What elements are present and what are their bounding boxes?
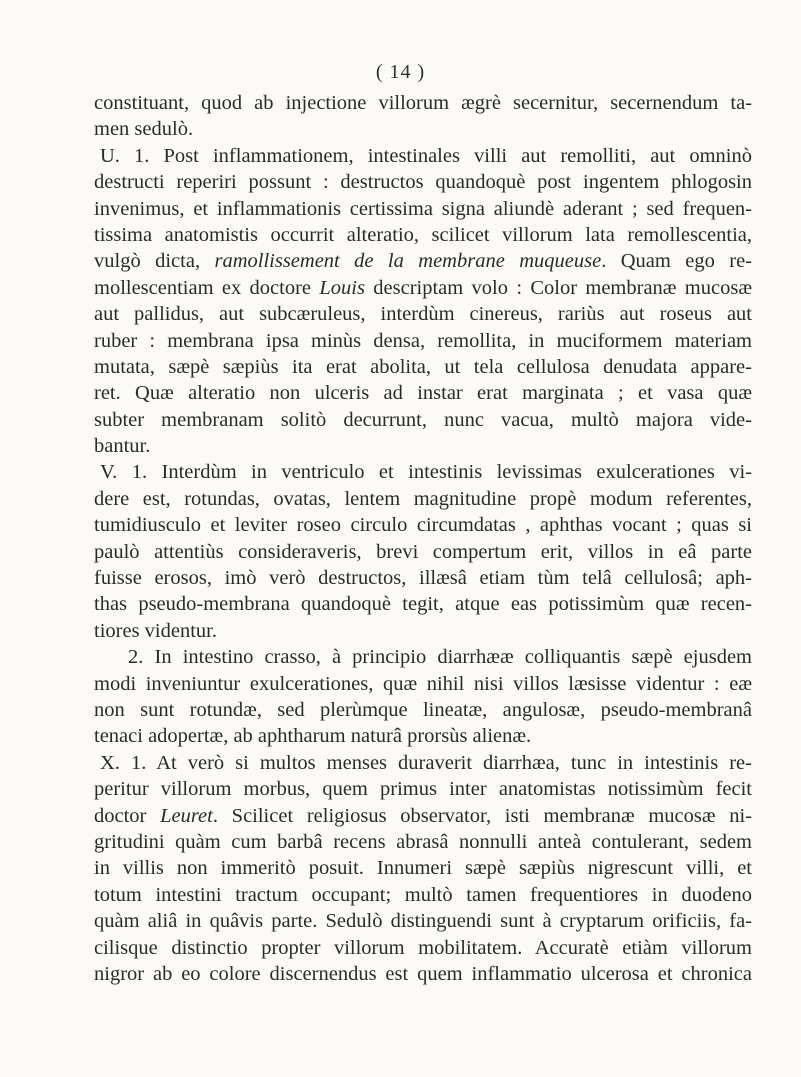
- text-line: ruber : membrana ipsa minùs densa, remollita, in muciformem materiam: [94, 329, 752, 352]
- italic-phrase: Louis: [319, 276, 365, 299]
- text-line: tumidiusculo et leviter roseo circulo circumdatas , aphthas vocant ; quas si: [94, 514, 752, 537]
- text-line: fuisse erosos, imò verò destructos, illæsâ etiam tùm telâ cellulosâ; aph-: [94, 567, 752, 590]
- text-line: paulò attentiùs consideraveris, brevi compertum erit, villos in eâ parte: [94, 540, 752, 563]
- text-line: quàm aliâ in quâvis parte. Sedulò distinguendi sunt à cryptarum orificiis, fa-: [94, 910, 752, 933]
- text-line: U. 1. Post inflammationem, intestinales villi aut remolliti, aut omninò: [100, 144, 752, 167]
- text-line: modi inveniuntur exulcerationes, quæ nihil nisi villos læsisse videntur : eæ: [94, 672, 752, 695]
- text-line: X. 1. At verò si multos menses duraverit diarrhæa, tunc in intestinis re-: [100, 751, 752, 774]
- text-line: totum intestini tractum occupant; multò tamen frequentiores in duodeno: [94, 883, 752, 906]
- text-line: men sedulò.: [94, 118, 194, 141]
- text-line: mollescentiam ex doctore Louis descriptam volo : Color membranæ mucosæ: [94, 276, 753, 299]
- text-line: tissima anatomistis occurrit alteratio, scilicet villorum lata remollescentia,: [94, 223, 752, 246]
- text-line: constituant, quod ab injectione villorum ægrè secernitur, secernendum ta-: [94, 92, 752, 114]
- text-line: cilisque distinctio propter villorum mobilitatem. Accuratè etiàm villorum: [94, 936, 752, 959]
- text-line: nigror ab eo colore discernendus est quem inflammatio ulcerosa et chronica: [94, 962, 752, 985]
- text-line: tenaci adopertæ, ab aphtharum naturâ prorsùs alienæ.: [94, 725, 532, 748]
- text-line: subter membranam solitò decurrunt, nunc vacua, multò majora vide-: [94, 408, 752, 431]
- text-line: peritur villorum morbus, quem primus inter anatomistas notissimùm fecit: [94, 778, 752, 801]
- italic-phrase: Leuret: [160, 804, 213, 827]
- italic-phrase: ramollissement de la membrane muqueuse: [214, 250, 602, 273]
- text-line: thas pseudo-membrana quandoquè tegit, atque eas potissimùm quæ recen-: [94, 593, 752, 616]
- text-line: ret. Quæ alteratio non ulceris ad instar erat marginata ; et vasa quæ: [94, 382, 752, 405]
- body-text: [94, 90, 752, 987]
- text-line: gritudini quàm cum barbâ recens abrasâ nonnulli anteà contulerant, sedem: [94, 830, 752, 853]
- text-line: mutata, sæpè sæpiùs ita erat abolita, ut tela cellulosa denudata appare-: [94, 355, 752, 378]
- text-line: V. 1. Interdùm in ventriculo et intestinis levissimas exulcerationes vi-: [100, 461, 752, 484]
- text-line: in villis non immeritò posuit. Innumeri sæpè sæpiùs nigrescunt villi, et: [94, 857, 752, 880]
- page-number: ( 14 ): [375, 61, 426, 83]
- text-line: non sunt rotundæ, sed plerùmque lineatæ, angulosæ, pseudo-membranâ: [94, 698, 752, 721]
- text-line: vulgò dicta, ramollissement de la membrane muqueuse. Quam ego re-: [94, 250, 752, 273]
- text-line: aut pallidus, aut subcæruleus, interdùm cinereus, rariùs aut roseus aut: [94, 303, 752, 326]
- text-line: dere est, rotundas, ovatas, lentem magnitudine propè modum referentes,: [94, 487, 752, 510]
- text-line: 2. In intestino crasso, à principio diarrhææ colliquantis sæpè ejusdem: [128, 646, 752, 669]
- text-line: destructi reperiri possunt : destructos quandoquè post ingentem phlogosin: [94, 171, 752, 194]
- text-line: bantur.: [94, 435, 151, 458]
- text-line: invenimus, et inflammationis certissima signa aliundè aderant ; sed frequen-: [94, 197, 752, 220]
- text-line: tiores videntur.: [94, 619, 217, 642]
- text-line: doctor Leuret. Scilicet religiosus observator, isti membranæ mucosæ ni-: [94, 804, 752, 827]
